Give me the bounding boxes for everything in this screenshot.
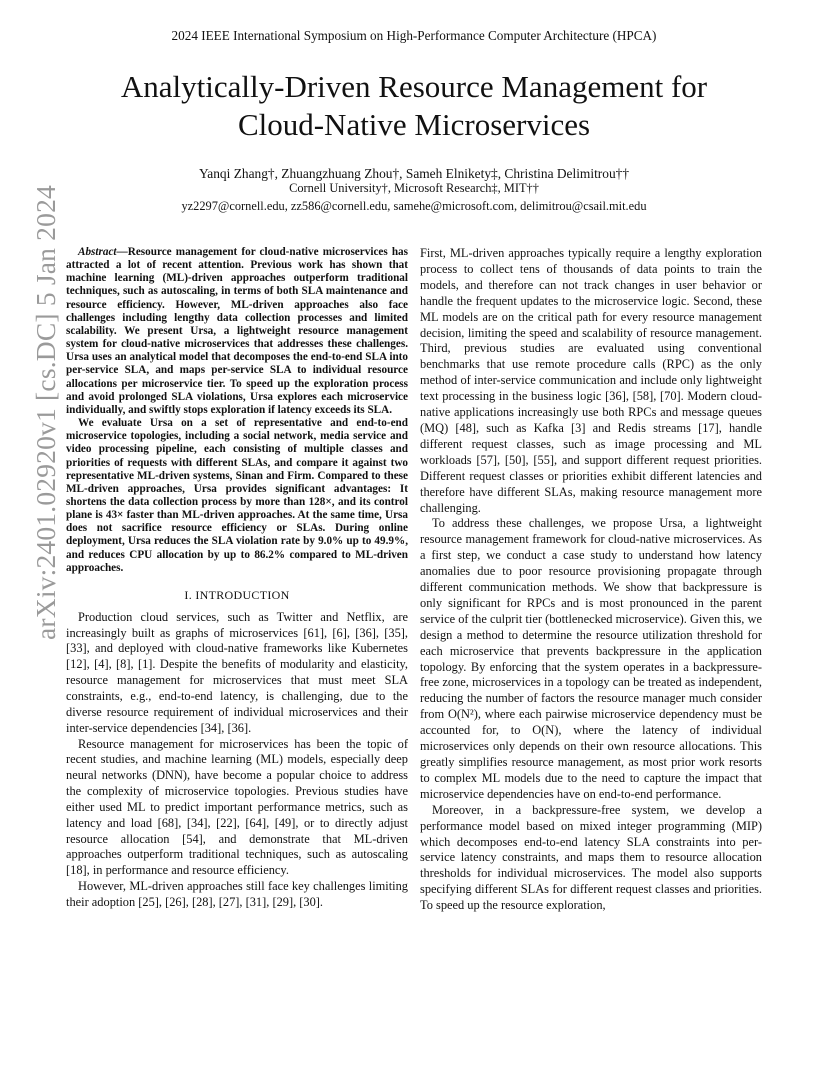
intro-paragraph-2: Resource management for microservices has been the topic of recent studies, and machine learning (ML) models, especially deep neural networks (DNN), have become a popular choice to address the complexity of microservice topologies. Previous studies have either used ML to predict important performance metrics, such as latency and load [68], [34], [22], [64], [49], or to directly adjust resource allocation [54], and demonstrate that ML-driven approaches outperform traditional techniques, such as autoscaling [18], in performance and resource efficiency. xyxy=(66,736,408,878)
abstract-paragraph-2: We evaluate Ursa on a set of representative and end-to-end microservice topologies, including a social network, media service and video processing pipeline, each consisting of multiple classes and priorities of requests with different SLAs, and compare it against two representative ML-driven systems, Sinan and Firm. Compared to these ML-driven approaches, Ursa provides significant advantages: It shortens the data collection process by more than 128×, and its control plane is 43× faster than ML-driven approaches. At the same time, Ursa does not sacrifice resource efficiency or SLAs. During online deployment, Ursa reduces the SLA violation rate by 9.0% up to 49.9%, and reduces CPU allocation by up to 86.2% compared to ML-driven approaches. xyxy=(66,417,408,574)
title-line-1: Analytically-Driven Resource Management for xyxy=(120,69,708,104)
section-heading-introduction: I. INTRODUCTION xyxy=(184,587,290,602)
paper-title xyxy=(0,68,828,144)
title-line-2: Cloud-Native Microservices xyxy=(237,107,591,142)
intro-paragraph-3: However, ML-driven approaches still face key challenges limiting their adoption [25], [26], [28], [27], [31], [29], [30]. xyxy=(66,879,408,909)
intro-paragraph-1: Production cloud services, such as Twitter and Netflix, are increasingly built as graphs of microservices [61], [6], [36], [35], [33], and deployed with cloud-native frameworks like Kubernetes [12], [4], [8], [1]. Despite the benefits of modularity and elasticity, resource management for microservices that must meet SLA constraints, e.g., end-to-end latency, is challenging, due to the diverse resource requirement of individual microservices and their inter-service dependencies [34], [36]. xyxy=(66,609,408,735)
abstract-text-1: —Resource management for cloud-native microservices has attracted a lot of recent attention. Previous work has shown that machine learning (ML)-driven approaches outperform traditional techniques, such as autoscaling, in terms of both SLA maintenance and resource efficiency. However, ML-driven approaches also face challenges including lengthy data collection processes and limited scalability. We present Ursa, a lightweight resource management system for cloud-native microservices that addresses these challenges. Ursa uses an analytical model that decomposes the end-to-end SLA into per-service SLA, and maps per-service SLA to individual resource allocations per microservice tier. To speed up the exploration process and avoid prolonged SLA violations, Ursa explores each microservice individually, and swiftly stops exploration if latency exceeds its SLA. xyxy=(66,246,408,416)
intro-paragraph-4: First, ML-driven approaches typically require a lengthy exploration process to collect tens of thousands of data points to train the models, and therefore can not track changes in user behavior or handle the frequent updates to the microservice logic. Second, these ML models are on the critical path for every resource management decision, limiting the speed and scalability of resource management. Third, previous studies are evaluated using conventional benchmarks that use remote procedure calls (RPC) as the only method of inter-service communication and include only lightweight text processing in the business logic [36], [58], [70]. Modern cloud-native applications increasingly use both RPCs and message queues (MQ) [48], such as Kafka [3] and Redis streams [17], handle different request classes, such as image processing and ML workloads [57], [50], [55], and support different request priorities. Different request classes or priorities exhibit different latencies and therefore have different SLAs, making resource management more challenging. xyxy=(420,246,762,515)
author-emails: yz2297@cornell.edu, zz586@cornell.edu, samehe@microsoft.com, delimitrou@csail.mit.edu xyxy=(181,199,647,213)
affiliations: Cornell University†, Microsoft Research‡, MIT†† xyxy=(289,181,539,195)
author-list: Yanqi Zhang†, Zhuangzhuang Zhou†, Sameh Elnikety‡, Christina Delimitrou†† xyxy=(198,166,630,181)
intro-paragraph-5: To address these challenges, we propose Ursa, a lightweight resource management framework for cloud-native microservices. As a first step, we conduct a case study to understand how latency anomalies due to poor resource provisioning propagate through different communication methods. We show that backpressure is only significant for RPCs and is most pronounced in the parent service of the culprit tier (bottlenecked microservice). Given this, we design a method to determine the resource utilization threshold for each microservice that prevents backpressure in the application topology. By enforcing that the system operates in a backpressure-free zone, microservices in a topology can be treated as independent, reducing the number of factors the resource manager much consider from O(N²), where each pairwise microservice dependency must be accounted for, to O(N), where the latency of individual microservices only depends on their own resource allocations. This greatly simplifies resource management, as most prior work resorts to complex ML models due to the need to capture the impact that microservice dependencies have on end-to-end performance. xyxy=(420,516,762,801)
right-column xyxy=(420,246,762,914)
intro-paragraph-6: Moreover, in a backpressure-free system, we develop a performance model based on mixed integer programming (MIP) which decomposes end-to-end latency SLA constraints into per-service latency constraints, and maps them to resource allocation thresholds for individual microservices. The model also supports specifying different SLAs for different request classes and priorities. To speed up the resource exploration, xyxy=(420,802,762,913)
arxiv-stamp: arXiv:2401.02920v1 [cs.DC] 5 Jan 2024 xyxy=(30,185,61,640)
abstract-paragraph-1 xyxy=(66,246,408,417)
conference-header: 2024 IEEE International Symposium on High-Performance Computer Architecture (HPCA) xyxy=(171,28,657,43)
left-column xyxy=(66,246,408,911)
abstract-label: Abstract xyxy=(78,246,117,258)
